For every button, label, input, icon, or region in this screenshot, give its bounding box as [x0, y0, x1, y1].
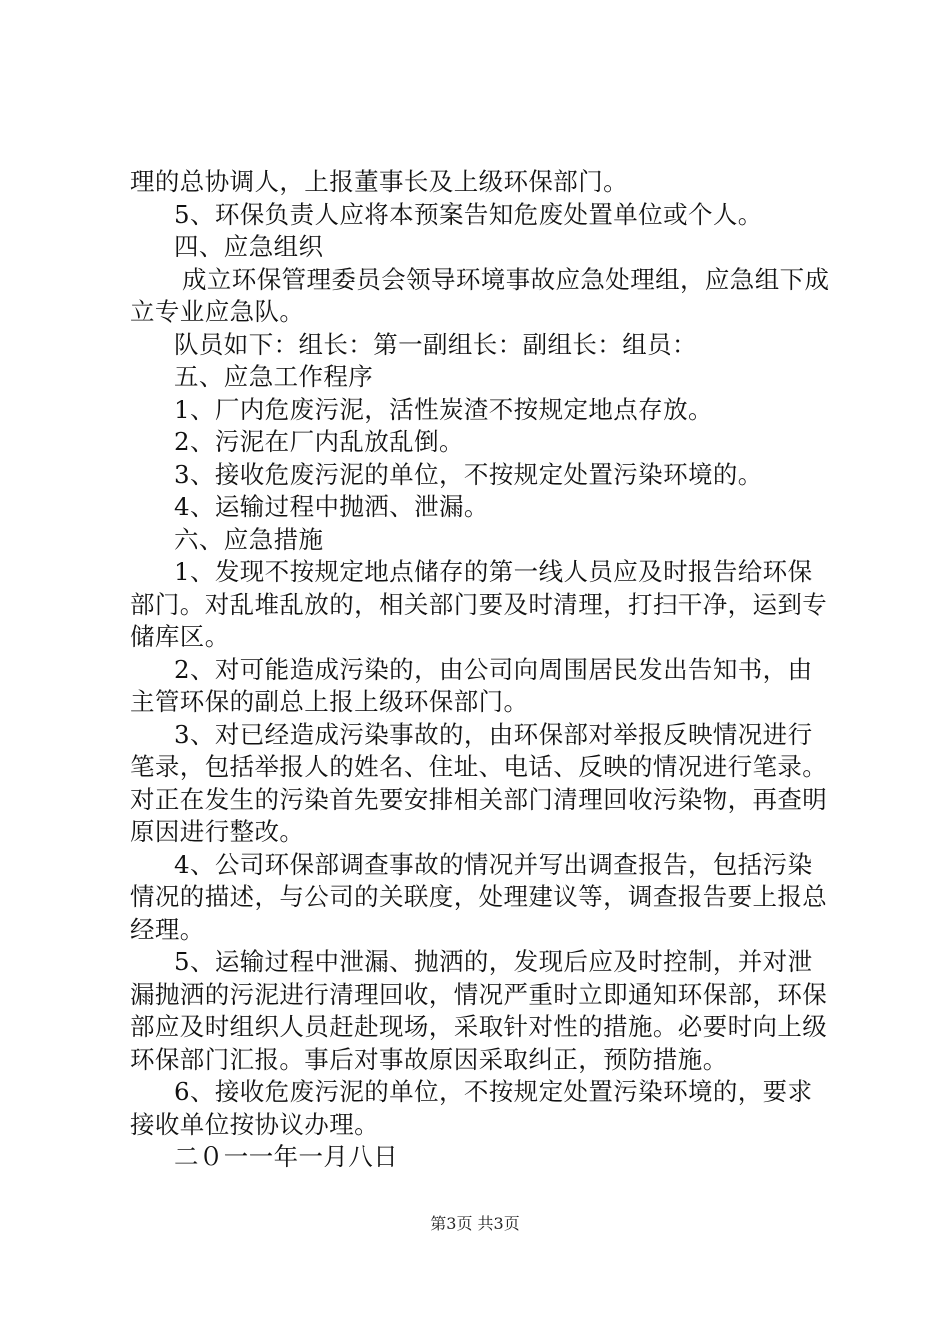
document-date: 二０一一年一月八日 — [174, 1142, 399, 1171]
paragraph-team-members: 队员如下：组长：第一副组长：副组长：组员： — [174, 329, 697, 359]
procedure-item-4: 4、运输过程中抛洒、泄漏。 — [174, 492, 489, 521]
section-heading-4: 四、应急组织 — [174, 232, 324, 261]
measure-item-5: 5、运输过程中泄漏、抛洒的，发现后应及时控制，并对泄漏抛洒的污泥进行清理回收，情况严重时立即通知环保部，环保部应及时组织人员赶赴现场，采取针对性的措施。必要时向上级环保部门汇报。事后对事故原因采取纠正，预防措施。 — [130, 947, 828, 1074]
measure-item-3: 3、对已经造成污染事故的，由环保部对举报反映情况进行笔录，包括举报人的姓名、住址、电话、反映的情况进行笔录。对正在发生的污染首先要安排相关部门清理回收污染物，再查明原因进行整改。 — [130, 719, 828, 846]
page-number-footer: 第3页 共3页 — [430, 1214, 520, 1233]
measure-item-6: 6、接收危废污泥的单位，不按规定处置污染环境的，要求接收单位按协议办理。 — [130, 1077, 813, 1139]
section-heading-5: 五、应急工作程序 — [174, 362, 374, 391]
document-body — [130, 166, 830, 1174]
paragraph-continuation: 理的总协调人，上报董事长及上级环保部门。 — [130, 167, 628, 196]
measure-item-2: 2、对可能造成污染的，由公司向周围居民发出告知书，由主管环保的副总上报上级环保部门。 — [130, 654, 813, 716]
paragraph-item-5: 5、环保负责人应将本预案告知危废处置单位或个人。 — [174, 199, 763, 229]
procedure-item-2: 2、污泥在厂内乱放乱倒。 — [174, 427, 464, 456]
procedure-item-3: 3、接收危废污泥的单位，不按规定处置污染环境的。 — [174, 459, 763, 489]
procedure-item-1: 1、厂内危废污泥，活性炭渣不按规定地点存放。 — [174, 394, 713, 424]
paragraph-organization: 成立环保管理委员会领导环境事故应急处理组，应急组下成立专业应急队。 — [130, 264, 830, 326]
section-heading-6: 六、应急措施 — [174, 524, 324, 554]
measure-item-1: 1、发现不按规定地点储存的第一线人员应及时报告给环保部门。对乱堆乱放的，相关部门要及时清理，打扫干净，运到专储库区。 — [130, 557, 828, 651]
measure-item-4: 4、公司环保部调查事故的情况并写出调查报告，包括污染情况的描述，与公司的关联度，处理建议等，调查报告要上报总经理。 — [130, 849, 828, 944]
